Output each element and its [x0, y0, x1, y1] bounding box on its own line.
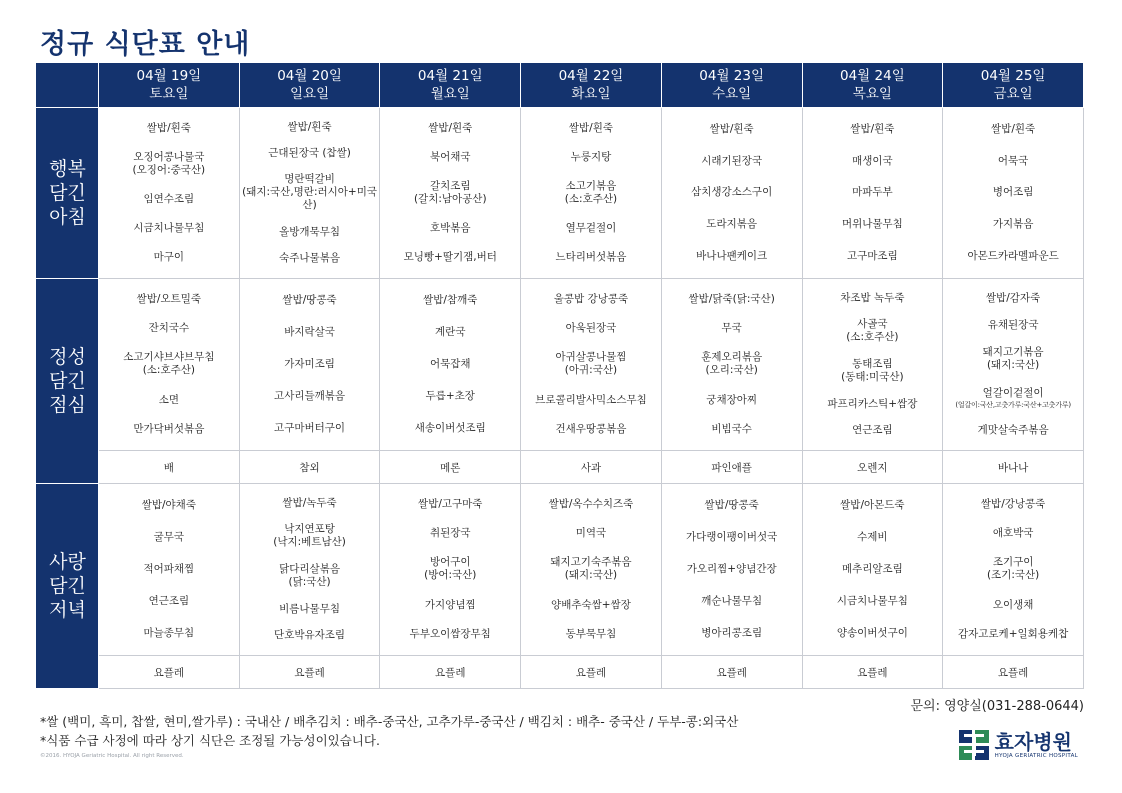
menu-item: 양송이버섯구이	[836, 626, 908, 639]
menu-item: 낙지연포탕 (낙지:베트남산)	[273, 523, 346, 549]
menu-item: 아욱된장국	[565, 322, 617, 335]
origin-note: *쌀 (백미, 흑미, 찹쌀, 현미,쌀가루) : 국내산 / 배추김치 : 배추-중국산, 고추가루-중국산 / 백김치 : 배추- 중국산 / 두부-콩:외국산	[40, 714, 739, 729]
menu-item: 감자고로케+일회용케찹	[957, 627, 1069, 640]
menu-item: 쌀밥/땅콩죽	[282, 294, 337, 307]
menu-cell	[521, 279, 662, 451]
menu-cell	[661, 279, 802, 451]
menu-item: 쌀밥/흰죽	[146, 122, 191, 134]
menu-item: 울콩밥 강낭콩죽	[553, 293, 629, 306]
menu-item: 파프리카스틱+쌈장	[827, 397, 918, 410]
menu-cell	[521, 108, 662, 279]
menu-item: 무국	[721, 322, 742, 335]
menu-item: 가다랭이팽이버섯국	[686, 531, 778, 544]
menu-item: 숙주나물볶음	[279, 252, 340, 265]
dessert-row	[37, 451, 1084, 484]
day-date: 04월 19일	[136, 68, 202, 84]
adjust-note: *식품 수급 사정에 따라 상기 식단은 조정될 가능성이있습니다.	[40, 733, 380, 748]
menu-cell	[802, 279, 943, 451]
dessert-cell: 사과	[521, 451, 662, 484]
dessert-cell: 파인애플	[661, 451, 802, 484]
menu-cell	[99, 279, 240, 451]
menu-item: 깨순나물무침	[701, 594, 763, 607]
day-header	[521, 63, 662, 108]
menu-item: 쌀밥/오트밀죽	[136, 293, 202, 306]
menu-cell	[239, 108, 380, 279]
day-header	[661, 63, 802, 108]
menu-item: 동부묵무침	[565, 627, 617, 640]
menu-item: 오이생채	[992, 598, 1034, 611]
page-title: 정규 식단표 안내	[40, 29, 251, 60]
menu-item: 닭다리살볶음 (닭:국산)	[279, 562, 340, 588]
menu-item: 쌀밥/흰죽	[991, 123, 1036, 136]
menu-item: 두릅+초장	[425, 389, 475, 402]
dessert-cell: 요플레	[661, 656, 802, 689]
dessert-cell: 요플레	[99, 656, 240, 689]
dessert-cell: 바나나	[943, 451, 1084, 484]
menu-cell	[99, 484, 240, 656]
menu-cell	[661, 108, 802, 279]
menu-item: 병아리콩조림	[701, 626, 763, 639]
menu-item: 쌀밥/감자죽	[985, 292, 1041, 305]
menu-item: 돼지고기숙주볶음 (돼지:국산)	[550, 556, 632, 582]
meal-label: 행복 담긴 아침	[37, 108, 99, 279]
logo-subtitle: HYOJA GERIATRIC HOSPITAL	[994, 753, 1078, 759]
origin-detail-note: (얼갈이:국산,고춧가루:국산+고춧가루)	[955, 400, 1071, 409]
menu-item: 고구마조림	[847, 249, 898, 262]
dessert-cell: 요플레	[380, 656, 521, 689]
meal-row	[37, 108, 1084, 279]
menu-cell	[943, 279, 1084, 451]
menu-item: 쌀밥/고구마죽	[418, 498, 483, 511]
menu-item: 호박볶음	[429, 222, 471, 234]
menu-item: 취된장국	[429, 527, 471, 540]
menu-item: 열무겉절이	[565, 222, 617, 234]
menu-item: 소고기샤브샤브무침 (소:호주산)	[123, 351, 215, 377]
menu-item: 쌀밥/흰죽	[287, 120, 332, 133]
dessert-cell: 요플레	[802, 656, 943, 689]
menu-item: 사골국 (소:호주산)	[846, 318, 899, 344]
menu-item: 마늘종무침	[143, 626, 195, 639]
menu-item: 쌀밥/흰죽	[709, 123, 754, 136]
menu-item: 올방개묵무침	[279, 225, 340, 238]
menu-cell	[943, 108, 1084, 279]
day-weekday: 월요일	[430, 86, 470, 102]
menu-item: 아몬드카라멜파운드	[967, 249, 1059, 262]
menu-item: 쌀밥/참깨죽	[423, 294, 478, 307]
menu-item: 가자미조림	[284, 357, 335, 370]
contact-info: 문의: 영양실(031-288-0644)	[910, 699, 1084, 714]
day-weekday: 목요일	[852, 86, 892, 102]
dessert-cell: 요플레	[239, 656, 380, 689]
day-date: 04월 25일	[980, 68, 1046, 84]
menu-item: 아귀살콩나물찜 (아귀:국산)	[555, 351, 627, 377]
footnotes	[40, 712, 738, 750]
day-header	[99, 63, 240, 108]
menu-item: 쌀밥/흰죽	[568, 122, 614, 134]
menu-item: 북어채국	[429, 151, 471, 163]
menu-item: 명란떡갈비 (돼지:국산,명란:러시아+미국산)	[242, 173, 377, 212]
copyright: ©2016. HYOJA Geriatric Hospital. All right Reserved.	[40, 753, 184, 759]
menu-item: 쌀밥/닭죽(닭:국산)	[688, 293, 775, 306]
menu-item: 도라지볶음	[706, 218, 758, 231]
menu-item: 어묵국	[997, 154, 1029, 167]
menu-cell	[239, 279, 380, 451]
day-header	[943, 63, 1084, 108]
menu-item: 게맛살숙주볶음	[977, 423, 1049, 436]
menu-item: 병어조림	[992, 186, 1034, 199]
day-header	[239, 63, 380, 108]
menu-item: 건새우땅콩볶음	[555, 422, 627, 435]
menu-item: 삼치생강소스구이	[691, 186, 773, 199]
menu-item: 얼갈이겉절이	[982, 386, 1044, 399]
menu-item: 고구마버터구이	[274, 421, 346, 434]
menu-item: 오징어콩나물국 (오징어:중국산)	[132, 151, 206, 176]
menu-item: 바나나팬케이크	[696, 249, 768, 262]
menu-item: 근대된장국 (찹쌀)	[268, 147, 351, 160]
menu-cell	[802, 484, 943, 656]
menu-item: 잔치국수	[148, 322, 190, 335]
menu-item: 동태조림 (동태:미국산)	[841, 357, 904, 383]
menu-item: 궁채장아찌	[706, 393, 758, 406]
menu-item: 굴무국	[153, 531, 185, 544]
menu-cell	[943, 484, 1084, 656]
dessert-row	[37, 656, 1084, 689]
day-weekday: 화요일	[571, 86, 611, 102]
header-corner	[37, 63, 99, 108]
menu-item: 머위나물무침	[841, 218, 903, 231]
meal-row	[37, 484, 1084, 656]
menu-item: 바지락살국	[284, 326, 335, 339]
menu-item: 비빔국수	[711, 422, 752, 435]
day-date: 04월 21일	[417, 68, 483, 84]
menu-item: 미역국	[575, 527, 607, 540]
menu-item-group	[945, 387, 1081, 410]
day-date: 04월 20일	[277, 68, 342, 84]
day-header	[380, 63, 521, 108]
menu-item: 어묵잡채	[429, 357, 471, 370]
menu-cell	[380, 279, 521, 451]
dessert-cell: 배	[99, 451, 240, 484]
menu-cell	[380, 108, 521, 279]
menu-item: 두부오이쌈장무침	[409, 627, 491, 640]
menu-item: 수제비	[857, 531, 888, 544]
meal-label: 사랑 담긴 저녁	[37, 484, 99, 689]
menu-item: 만가닥버섯볶음	[133, 422, 205, 435]
menu-item: 브로콜리발사믹소스무침	[535, 393, 647, 406]
menu-item: 쌀밥/흰죽	[850, 123, 895, 136]
menu-cell	[661, 484, 802, 656]
menu-item: 돼지고기볶음 (돼지:국산)	[982, 346, 1044, 372]
menu-item: 비름나물무침	[279, 602, 340, 615]
hospital-logo	[959, 730, 1078, 760]
day-weekday: 일요일	[289, 86, 330, 102]
menu-item: 계란국	[435, 326, 466, 339]
day-date: 04월 23일	[699, 68, 765, 84]
menu-item: 갈치조림 (갈치:남아공산)	[413, 180, 487, 205]
menu-item: 연근조림	[852, 424, 893, 437]
day-date: 04월 22일	[558, 68, 624, 84]
menu-item: 쌀밥/야채죽	[141, 499, 196, 512]
meal-row	[37, 279, 1084, 451]
menu-item: 모닝빵+딸기잼,버터	[403, 251, 497, 263]
menu-item: 쌀밥/흰죽	[428, 122, 473, 134]
menu-item: 임연수조림	[143, 193, 195, 205]
menu-item: 애호박국	[992, 527, 1034, 540]
menu-item: 쌀밥/녹두죽	[282, 496, 337, 509]
dessert-cell: 오렌지	[802, 451, 943, 484]
menu-item: 시금치나물무침	[836, 594, 908, 607]
menu-item: 훈제오리볶음 (오리:국산)	[701, 351, 763, 377]
menu-item: 시래기된장국	[701, 154, 763, 167]
menu-item: 방어구이 (방어:국산)	[424, 556, 477, 582]
day-weekday: 금요일	[993, 86, 1033, 102]
dessert-cell: 요플레	[521, 656, 662, 689]
hospital-logo-icon	[959, 730, 989, 760]
menu-cell	[239, 484, 380, 656]
menu-cell	[521, 484, 662, 656]
day-weekday: 수요일	[712, 86, 752, 102]
date-header-row	[37, 63, 1084, 108]
menu-item: 매생이국	[852, 154, 893, 167]
menu-item: 적어파채찜	[143, 562, 195, 575]
menu-item: 쌀밥/땅콩죽	[704, 499, 759, 512]
menu-item: 소면	[158, 393, 179, 406]
menu-item: 차조밥 녹두죽	[840, 291, 905, 304]
menu-item: 가오리찜+양념간장	[686, 562, 777, 575]
dessert-cell: 메론	[380, 451, 521, 484]
menu-cell	[99, 108, 240, 279]
menu-item: 단호박유자조림	[274, 629, 346, 642]
menu-item: 가지양념찜	[424, 598, 476, 611]
menu-item: 쌀밥/아몬드죽	[840, 499, 905, 512]
menu-item: 마파두부	[852, 186, 893, 199]
day-header	[802, 63, 943, 108]
menu-item: 시금치나물무침	[133, 222, 205, 234]
day-weekday: 토요일	[149, 86, 189, 102]
menu-item: 조기구이 (조기:국산)	[986, 556, 1040, 582]
menu-item: 연근조림	[148, 594, 190, 607]
logo-name: 효자병원	[994, 730, 1072, 754]
menu-item: 유채된장국	[987, 319, 1039, 332]
menu-item: 소고기볶음 (소:호주산)	[564, 180, 618, 205]
menu-cell	[802, 108, 943, 279]
dessert-cell: 참외	[239, 451, 380, 484]
menu-item: 새송이버섯조림	[414, 421, 486, 434]
menu-item: 양배추숙쌈+쌈장	[551, 598, 631, 611]
menu-item: 누룽지탕	[570, 151, 612, 163]
menu-item: 마구이	[153, 251, 185, 263]
menu-item: 쌀밥/옥수수치즈죽	[548, 498, 634, 511]
menu-item: 가지볶음	[992, 218, 1034, 231]
menu-item: 메추리알조림	[841, 562, 903, 575]
menu-table	[36, 62, 1084, 689]
menu-cell	[380, 484, 521, 656]
menu-item: 고사리들깨볶음	[274, 389, 346, 402]
day-date: 04월 24일	[840, 68, 905, 84]
dessert-cell: 요플레	[943, 656, 1084, 689]
meal-label: 정성 담긴 점심	[37, 279, 99, 484]
menu-item: 느타리버섯볶음	[555, 251, 627, 263]
menu-item: 쌀밥/강낭콩죽	[980, 498, 1046, 511]
